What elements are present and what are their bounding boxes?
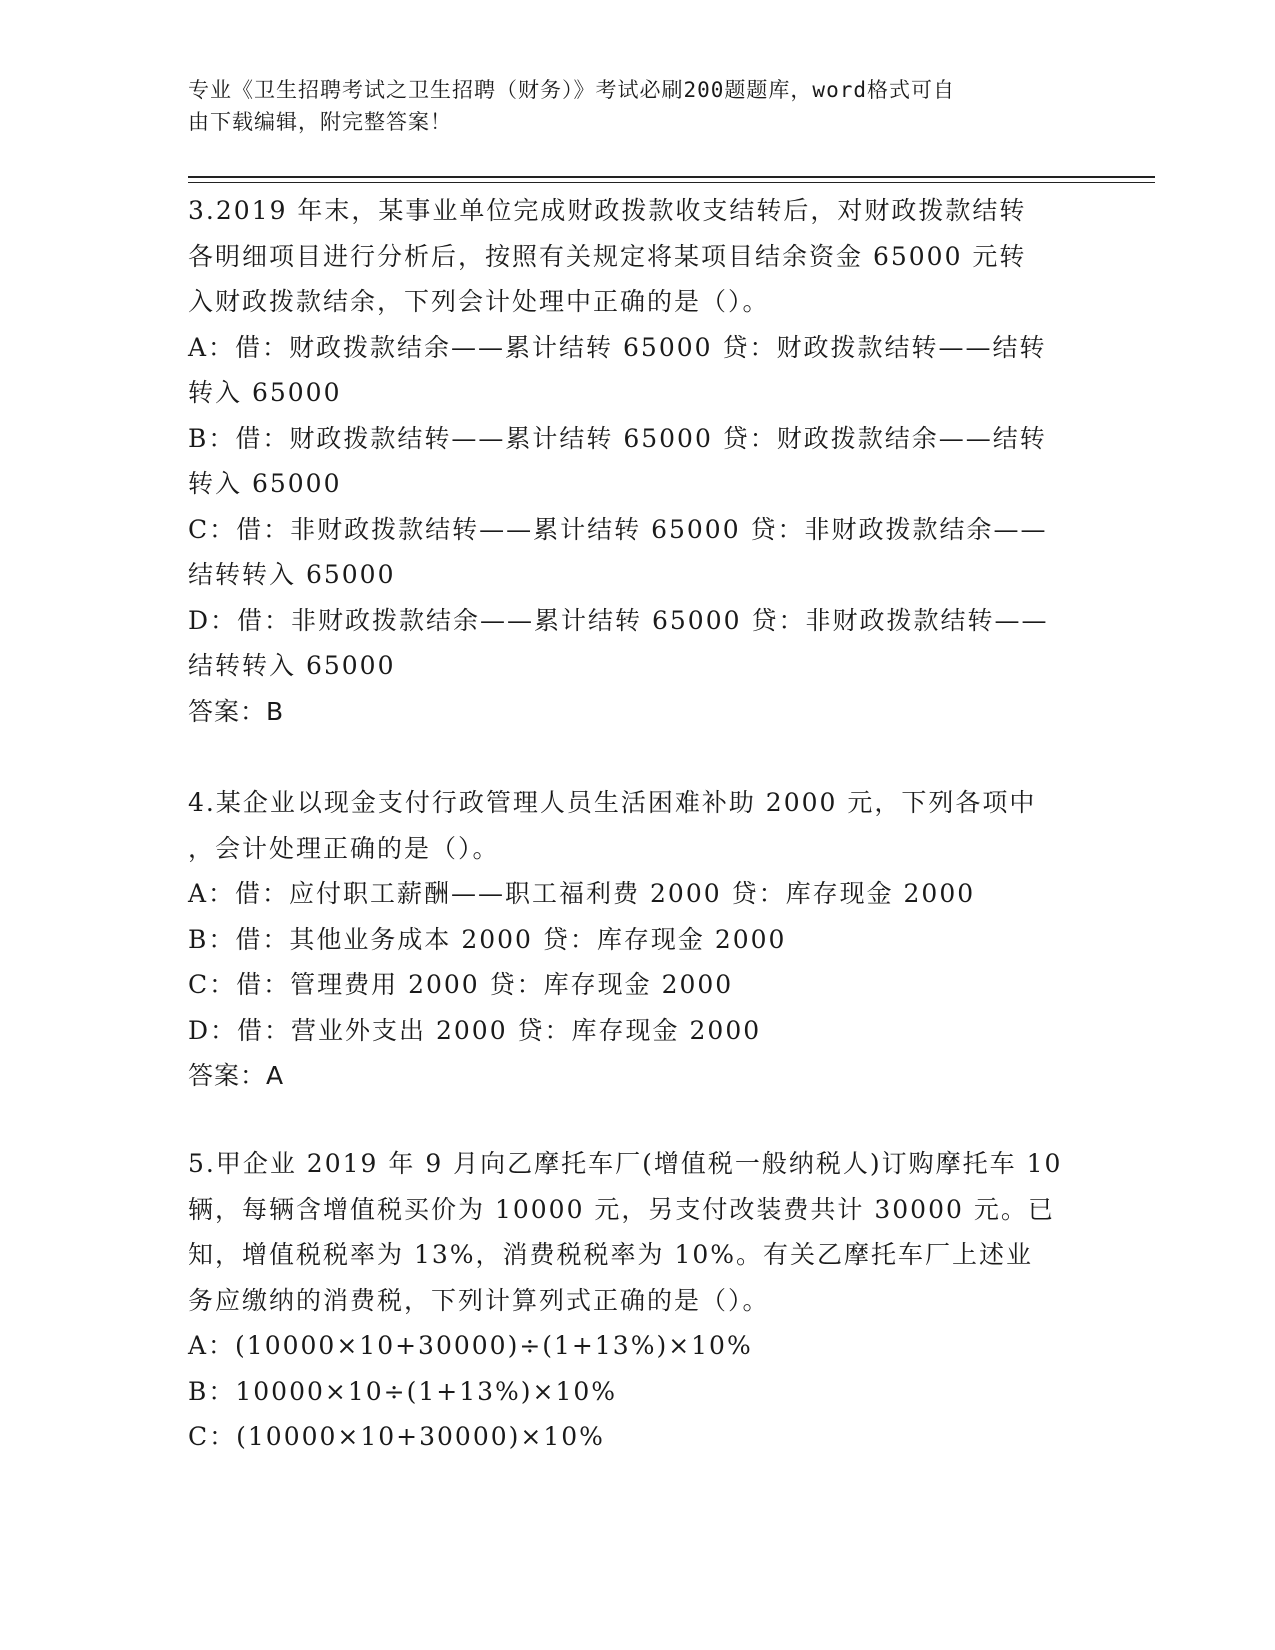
option-a: A：借：应付职工薪酬——职工福利费 2000 贷：库存现金 2000 xyxy=(188,879,976,908)
question-3 xyxy=(188,188,1088,734)
header-line-2: 由下载编辑，附完整答案！ xyxy=(188,110,452,134)
option-b: B：借：财政拨款结转——累计结转 65000 贷：财政拨款结余——结转 xyxy=(188,423,1047,453)
question-line: ，会计处理正确的是（）。 xyxy=(188,833,500,863)
question-line: 知，增值税税率为 13%，消费税税率为 10%。有关乙摩托车厂上述业 xyxy=(188,1240,1034,1269)
question-line: 3.2019 年末，某事业单位完成财政拨款收支结转后，对财政拨款结转 xyxy=(188,196,1027,225)
header-line-1: 专业《卫生招聘考试之卫生招聘（财务）》考试必刷200题题库，word格式可自 xyxy=(188,78,955,102)
header-divider xyxy=(188,176,1155,178)
option-c: C：借：非财政拨款结转——累计结转 65000 贷：非财政拨款结余—— xyxy=(188,514,1048,544)
answer-label: 答案：A xyxy=(188,1061,285,1090)
document-header xyxy=(188,74,1088,138)
option-b-cont: 转入 65000 xyxy=(188,469,342,498)
header-divider-thin xyxy=(188,182,1155,183)
option-d: D：借：非财政拨款结余——累计结转 65000 贷：非财政拨款结转—— xyxy=(188,605,1049,635)
option-d-cont: 结转转入 65000 xyxy=(188,651,396,680)
option-c: C：(10000×10+30000)×10% xyxy=(188,1422,605,1451)
option-c: C：借：管理费用 2000 贷：库存现金 2000 xyxy=(188,970,734,999)
option-b: B：借：其他业务成本 2000 贷：库存现金 2000 xyxy=(188,924,787,954)
question-line: 入财政拨款结余，下列会计处理中正确的是（）。 xyxy=(188,287,770,316)
option-d: D：借：营业外支出 2000 贷：库存现金 2000 xyxy=(188,1015,762,1045)
option-a-cont: 转入 65000 xyxy=(188,378,342,407)
question-line: 各明细项目进行分析后，按照有关规定将某项目结余资金 65000 元转 xyxy=(188,241,1027,271)
option-b: B：10000×10÷(1+13%)×10% xyxy=(188,1376,618,1406)
option-a: A：(10000×10+30000)÷(1+13%)×10% xyxy=(188,1331,753,1360)
question-line: 4.某企业以现金支付行政管理人员生活困难补助 2000 元，下列各项中 xyxy=(188,788,1037,817)
question-4 xyxy=(188,780,1088,1099)
question-line: 5.甲企业 2019 年 9 月向乙摩托车厂(增值税一般纳税人)订购摩托车 10 xyxy=(188,1149,1063,1178)
question-line: 辆，每辆含增值税买价为 10000 元，另支付改装费共计 30000 元。已 xyxy=(188,1194,1055,1224)
question-line: 务应缴纳的消费税，下列计算列式正确的是（）。 xyxy=(188,1285,770,1315)
answer-label: 答案：B xyxy=(188,696,285,726)
option-a: A：借：财政拨款结余——累计结转 65000 贷：财政拨款结转——结转 xyxy=(188,332,1047,362)
question-5 xyxy=(188,1141,1088,1460)
option-c-cont: 结转转入 65000 xyxy=(188,560,396,589)
